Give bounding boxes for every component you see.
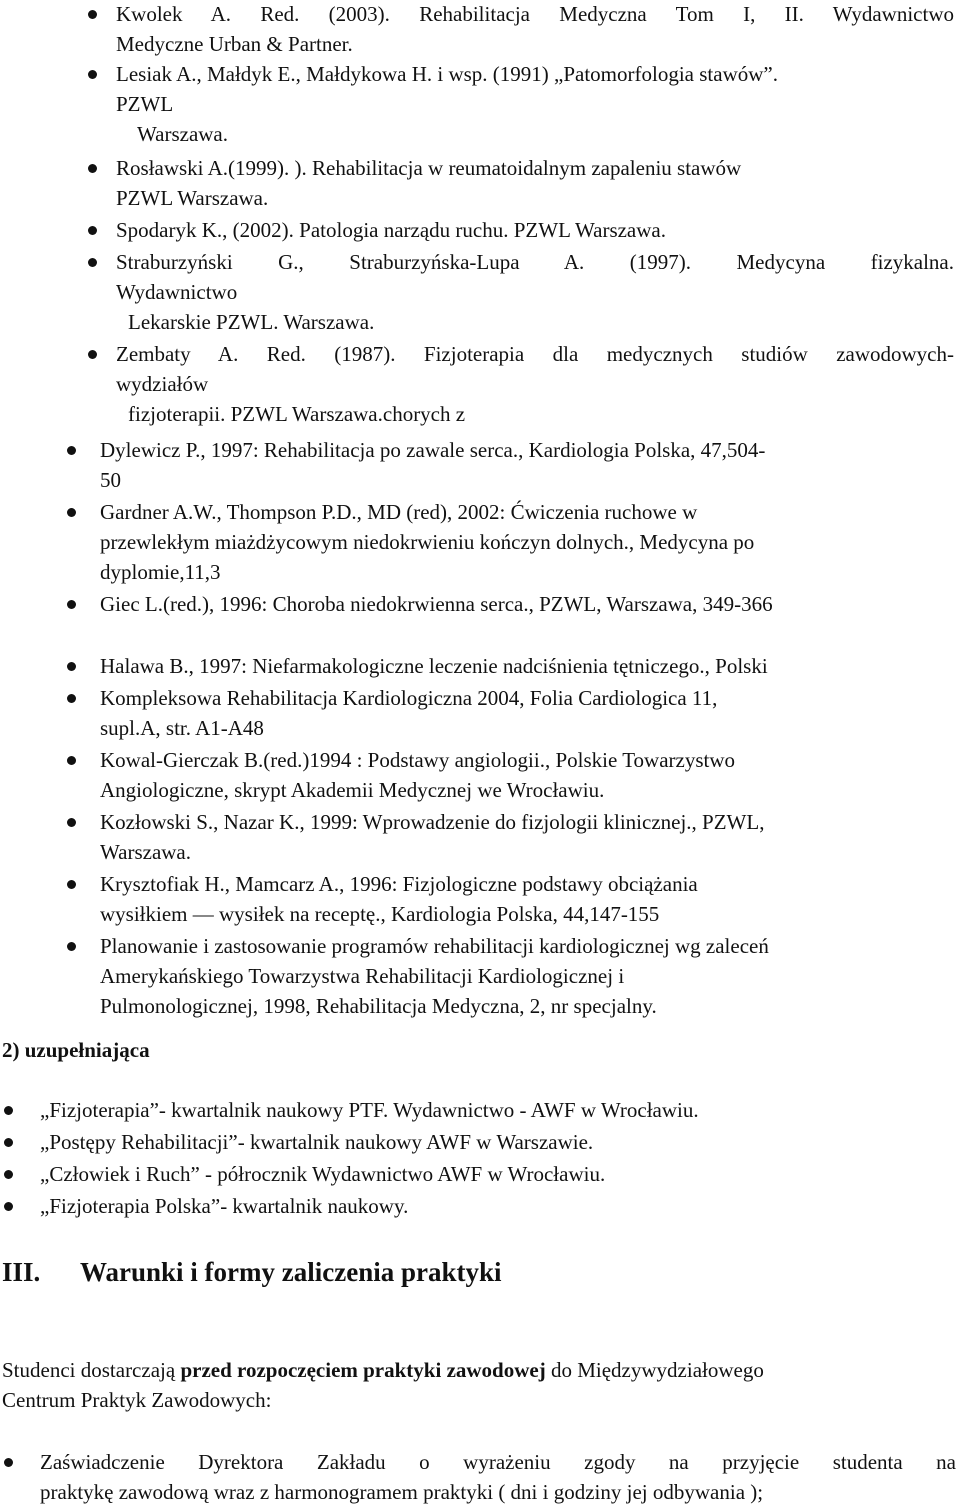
bullet-icon <box>88 350 97 359</box>
bullet-icon <box>67 662 76 671</box>
reference-line: supl.A, str. A1-A48 <box>100 716 264 740</box>
section-number: III. <box>2 1257 41 1287</box>
supplementary-heading: 2) uzupełniająca <box>2 1038 150 1062</box>
bullet-icon <box>67 818 76 827</box>
reference-line: Lekarskie PZWL. Warszawa. <box>128 310 375 334</box>
reference-line: Angiologiczne, skrypt Akademii Medycznej we Wrocławiu. <box>100 778 605 802</box>
bullet-icon <box>4 1138 13 1147</box>
bullet-icon <box>67 446 76 455</box>
reference-line: Zembaty A. Red. (1987). Fizjoterapia dla medycznych studiów zawodowych- <box>116 342 954 366</box>
bullet-icon <box>88 10 97 19</box>
final-item-line: Zaświadczenie Dyrektora Zakładu o wyrażeniu zgody na przyjęcie studenta na <box>40 1450 956 1474</box>
reference-line: przewlekłym miażdżycowym niedokrwieniu kończyn dolnych., Medycyna po <box>100 530 755 554</box>
reference-line: Halawa B., 1997: Niefarmakologiczne leczenie nadciśnienia tętniczego., Polski <box>100 654 768 678</box>
bullet-icon <box>4 1458 13 1467</box>
reference-line: Warszawa. <box>137 122 229 146</box>
reference-line: Straburzyński G., Straburzyńska-Lupa A. (1997). Medycyna fizykalna. <box>116 250 954 274</box>
reference-line: PZWL Warszawa. <box>116 186 269 210</box>
bullet-icon <box>67 756 76 765</box>
reference-line: Kompleksowa Rehabilitacja Kardiologiczna 2004, Folia Cardiologica 11, <box>100 686 718 710</box>
reference-line: 50 <box>100 468 121 492</box>
supplementary-item: „Fizjoterapia”- kwartalnik naukowy PTF. Wydawnictwo - AWF w Wrocławiu. <box>40 1098 699 1122</box>
section-title: Warunki i formy zaliczenia praktyki <box>80 1257 502 1287</box>
reference-line: Pulmonologicznej, 1998, Rehabilitacja Medyczna, 2, nr specjalny. <box>100 994 657 1018</box>
reference-line: Amerykańskiego Towarzystwa Rehabilitacji Kardiologicznej i <box>100 964 625 988</box>
reference-line: Kwolek A. Red. (2003). Rehabilitacja Medyczna Tom I, II. Wydawnictwo <box>116 2 954 26</box>
reference-line: dyplomie,11,3 <box>100 560 221 584</box>
reference-line: wysiłkiem — wysiłek na receptę., Kardiologia Polska, 44,147-155 <box>100 902 660 926</box>
reference-line: Medyczne Urban & Partner. <box>116 32 353 56</box>
reference-line: Warszawa. <box>100 840 192 864</box>
supplementary-item: „Człowiek i Ruch” - półrocznik Wydawnictwo AWF w Wrocławiu. <box>40 1162 606 1186</box>
paragraph-text: Studenci dostarczają <box>2 1358 181 1382</box>
final-item-line: praktykę zawodową wraz z harmonogramem praktyki ( dni i godziny jej odbywania ); <box>40 1480 764 1504</box>
bullet-icon <box>4 1170 13 1179</box>
paragraph-text: do Międzywydziałowego <box>545 1358 764 1382</box>
reference-line: wydziałów <box>116 372 209 396</box>
bullet-icon <box>4 1106 13 1115</box>
paragraph-line: Centrum Praktyk Zawodowych: <box>2 1388 272 1412</box>
paragraph-line <box>2 1360 764 1381</box>
reference-line: Kozłowski S., Nazar K., 1999: Wprowadzenie do fizjologii klinicznej., PZWL, <box>100 810 765 834</box>
bullet-icon <box>67 694 76 703</box>
bullet-icon <box>67 508 76 517</box>
reference-line: Planowanie i zastosowanie programów rehabilitacji kardiologicznej wg zaleceń <box>100 934 769 958</box>
reference-line: Wydawnictwo <box>116 280 238 304</box>
bullet-icon <box>88 258 97 267</box>
bullet-icon <box>67 942 76 951</box>
bullet-icon <box>67 600 76 609</box>
reference-line: Dylewicz P., 1997: Rehabilitacja po zawale serca., Kardiologia Polska, 47,504- <box>100 438 766 462</box>
reference-line: Gardner A.W., Thompson P.D., MD (red), 2002: Ćwiczenia ruchowe w <box>100 500 698 524</box>
reference-line: Giec L.(red.), 1996: Choroba niedokrwienna serca., PZWL, Warszawa, 349-366 <box>100 592 773 616</box>
reference-line: Krysztofiak H., Mamcarz A., 1996: Fizjologiczne podstawy obciążania <box>100 872 698 896</box>
paragraph-emphasis: przed rozpoczęciem praktyki zawodowej <box>180 1358 546 1382</box>
reference-line: fizjoterapii. PZWL Warszawa.chorych z <box>128 402 466 426</box>
reference-line: Spodaryk K., (2002). Patologia narządu ruchu. PZWL Warszawa. <box>116 218 666 242</box>
bullet-icon <box>4 1202 13 1211</box>
supplementary-item: „Fizjoterapia Polska”- kwartalnik naukowy. <box>40 1194 409 1218</box>
bullet-icon <box>88 70 97 79</box>
reference-line: Rosławski A.(1999). ). Rehabilitacja w reumatoidalnym zapaleniu stawów <box>116 156 742 180</box>
bullet-icon <box>88 226 97 235</box>
reference-line: Kowal-Gierczak B.(red.)1994 : Podstawy angiologii., Polskie Towarzystwo <box>100 748 736 772</box>
reference-line: PZWL <box>116 92 174 116</box>
reference-line: Lesiak A., Małdyk E., Małdykowa H. i wsp. (1991) „Patomorfologia stawów”. <box>116 62 778 86</box>
bullet-icon <box>67 880 76 889</box>
supplementary-item: „Postępy Rehabilitacji”- kwartalnik naukowy AWF w Warszawie. <box>40 1130 594 1154</box>
bullet-icon <box>88 164 97 173</box>
